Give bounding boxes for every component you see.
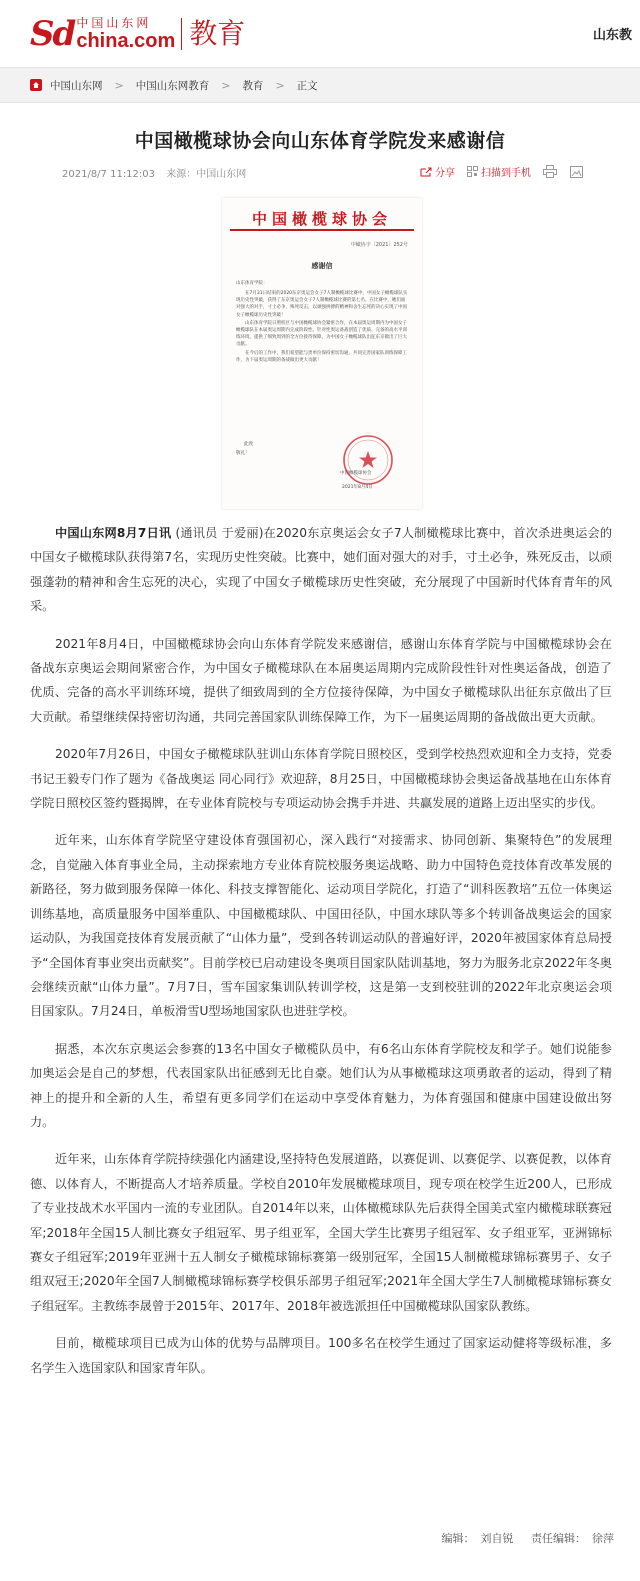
letter-salutation: 山东体育学院： (236, 281, 268, 286)
scan-label: 扫描到手机 (481, 168, 531, 179)
share-button[interactable] (420, 164, 455, 179)
article-paragraph: 目前，橄榄球项目已成为山体的优势与品牌项目。100多名在校学生通过了国家运动健将等级标准，多名学生入选国家队和国家青年队。 (30, 1336, 612, 1375)
breadcrumb-item-current: 正文 (296, 79, 318, 92)
logo-divider (181, 18, 182, 50)
breadcrumb (30, 68, 318, 102)
letter-paragraph: 山东体育学院日照校区与中国橄榄球协会紧密合作，在本届奥运周期内为中国女子橄榄球队在本届奥运周期内完成阶段性、针对性奥运备战创造了优质、完备的高水平训练环境，提供了细致周到的全方位接待保障，为中国女子橄榄球队出征东京做出了巨大贡献。 (236, 320, 407, 348)
image-mode-button[interactable] (570, 166, 586, 178)
breadcrumb-bar (0, 67, 640, 103)
logo-sd-mark: Sd (30, 14, 75, 54)
logo-chinese: 中国山东网 (76, 16, 152, 30)
article-tools (420, 164, 596, 179)
letter-red-rule (230, 229, 414, 231)
letter-doc-number: 中橄协字〔2021〕252号 (350, 242, 408, 248)
thank-you-letter-image (222, 198, 422, 509)
article-source: 来源：中国山东网 (166, 169, 247, 180)
article-body (30, 521, 612, 1393)
logo-section-name: 教育 (189, 17, 246, 50)
article-date: 2021/8/7 11:12:03 (62, 169, 156, 180)
letter-paragraph: 在今后的工作中，我们希望能与贵单位保持密切沟通，共同完善国家队训练保障工作，为下届奥运周期的备战做出更大贡献！ (236, 350, 407, 363)
article-paragraph: 2020年7月26日，中国女子橄榄球队驻训山东体育学院日照校区，受到学校热烈欢迎和全力支持，党委书记王毅专门作了题为《备战奥运 同心同行》欢迎辞，8月25日，中国橄榄球协会奥运备战基地在山东体育学院日照校区签约暨揭牌，在专业体育院校与专项运动协会携手并进、共赢发展的道路上迈出坚实的步伐。 (30, 747, 612, 811)
article-paragraph (30, 521, 612, 619)
breadcrumb-item-education[interactable]: 教育 (242, 79, 264, 92)
breadcrumb-separator: > (221, 78, 231, 92)
share-icon (420, 166, 432, 177)
article-paragraph-text: (通讯员 于爱丽)在2020东京奥运会女子7人制橄榄球比赛中，首次杀进奥运会的中国女子橄榄球队获得第7名，实现历史性突破。比赛中，她们面对强大的对手，寸土必争，殊死反击，以顽强蓬勃的精神和舍生忘死的决心，实现了中国女子橄榄球历史性突破，充分展现了中国新时代体育青年的风采。 (30, 526, 613, 614)
article-meta (62, 165, 254, 180)
official-seal-icon (342, 434, 394, 486)
qrcode-icon (467, 166, 478, 177)
letter-signature: 中国橄榄球协会 (340, 471, 372, 476)
article-paragraph: 近年来，山东体育学院坚守建设体育强国初心，深入践行“对接需求、协同创新、集聚特色”的发展理念，自觉融入体育事业全局，主动探索地方专业体育院校服务奥运战略、助力中国特色竞技体育改革发展的新路径，努力做到服务保障一体化、科技支撑智能化、运动项目学院化，打造了“训科医教培”五位一体奥运训练基地，高质量服务中国举重队、中国橄榄球队、中国田径队，中国水球队等多个转训备战奥运会的国家运动队，为我国竞技体育发展贡献了“山体力量”，受到各转训运动队的普遍好评，2020年被国家体育总局授予“全国体育事业突出贡献奖”。目前学校已启动建设冬奥项目国家队陆训基地，努力为服务北京2022年冬奥会继续贡献“山体力量”。7月7日，雪车国家集训队转训学校，这是第一支到校驻训的2022年北京奥运会项目国家队。7月24日，单板滑雪U型场地国家队也进驻学校。 (30, 833, 612, 1019)
editor-label: 编辑： (441, 1532, 475, 1545)
site-logo[interactable] (30, 14, 245, 54)
home-icon[interactable] (30, 79, 42, 91)
logo-domain: china.com (76, 30, 176, 52)
editor-name: 刘自锐 (480, 1532, 514, 1545)
article-editors (436, 1530, 615, 1546)
logo-text (76, 16, 175, 52)
letter-title: 感谢信 (311, 262, 333, 270)
letter-org-name: 中国橄榄球协会 (251, 210, 392, 228)
letter-regards: 敬礼！ (236, 451, 250, 456)
article-paragraph: 据悉，本次东京奥运会参赛的13名中国女子橄榄队员中，有6名山东体育学院校友和学子。她们说能参加奥运会是自己的梦想，代表国家队出征感到无比自豪。她们认为从事橄榄球这项勇敢者的运动，得到了精神上的提升和全新的人生，希望有更多同学们在运动中享受体育魅力，为体育强国和健康中国建设做出努力。 (30, 1041, 612, 1129)
breadcrumb-separator: > (114, 78, 124, 92)
site-header (0, 0, 640, 67)
letter-body (236, 290, 408, 365)
print-icon (543, 165, 557, 178)
breadcrumb-item-education-channel[interactable]: 中国山东网教育 (135, 79, 210, 92)
article-paragraph: 近年来，山东体育学院持续强化内涵建设,坚持特色发展道路，以赛促训、以赛促学、以赛促教，以体育德、以体育人，不断提高人才培养质量。学校自2010年发展橄榄球项目，现专项在校学生近200人，已形成了专业技战术水平国内一流的专业团队。自2014年以来，山体橄榄球队先后获得全国美式室内橄榄球联赛冠军;2018年全国15人制比赛女子组冠军、男子组亚军，全国大学生比赛男子组冠军、女子组亚军，亚洲锦标赛女子组冠军;2019年亚洲十五人制女子橄榄球锦标赛第一级别冠军，全国15人制橄榄球锦标赛男子、女子组双冠王;2020年全国7人制橄榄球锦标赛学校俱乐部男子组冠军;2021年全国大学生7人制橄榄球锦标赛女子组冠军。主教练李晟曾于2015年、2017年、2018年被选派担任中国橄榄球队国家队教练。 (30, 1152, 612, 1313)
letter-paragraph: 在7月31日结束的2020东京奥运会女子7人制橄榄球比赛中，中国女子橄榄球队实现历史性突破，获得了东京奥运会女子7人制橄榄球比赛的第七名。在比赛中，她们面对强大的对手，寸土必争，殊死反击，以顽强拼搏的精神和舍生忘死的决心实现了中国女子橄榄球历史性突破！ (236, 291, 408, 318)
scan-to-phone-button[interactable] (467, 164, 531, 179)
article-title: 中国橄榄球协会向山东体育学院发来感谢信 (134, 130, 506, 152)
chief-editor-name: 徐萍 (592, 1532, 614, 1545)
letter-date: 2021年8月4日 (342, 485, 373, 490)
image-icon (570, 166, 583, 178)
article-lead: 中国山东网8月7日讯 (55, 526, 172, 540)
article-paragraph: 2021年8月4日，中国橄榄球协会向山东体育学院发来感谢信，感谢山东体育学院与中国橄榄球协会在备战东京奥运会期间紧密合作，为中国女子橄榄球队在本届奥运周期内完成阶段性针对性奥运备战，创造了优质、完备的高水平训练环境，提供了细致周到的全方位接待保障，为中国女子橄榄球队出征东京做出了巨大贡献。希望继续保持密切沟通，共同完善国家队训练保障工作，为下一届奥运周期的备战做出更大贡献。 (30, 636, 612, 724)
breadcrumb-item-home[interactable]: 中国山东网 (50, 79, 103, 92)
breadcrumb-separator: > (275, 78, 285, 92)
print-button[interactable] (543, 165, 560, 178)
chief-editor-label: 责任编辑： (531, 1532, 586, 1545)
share-label: 分享 (435, 168, 455, 179)
header-nav-link[interactable]: 山东教 (593, 28, 633, 43)
letter-closing: 此致 (244, 442, 253, 447)
